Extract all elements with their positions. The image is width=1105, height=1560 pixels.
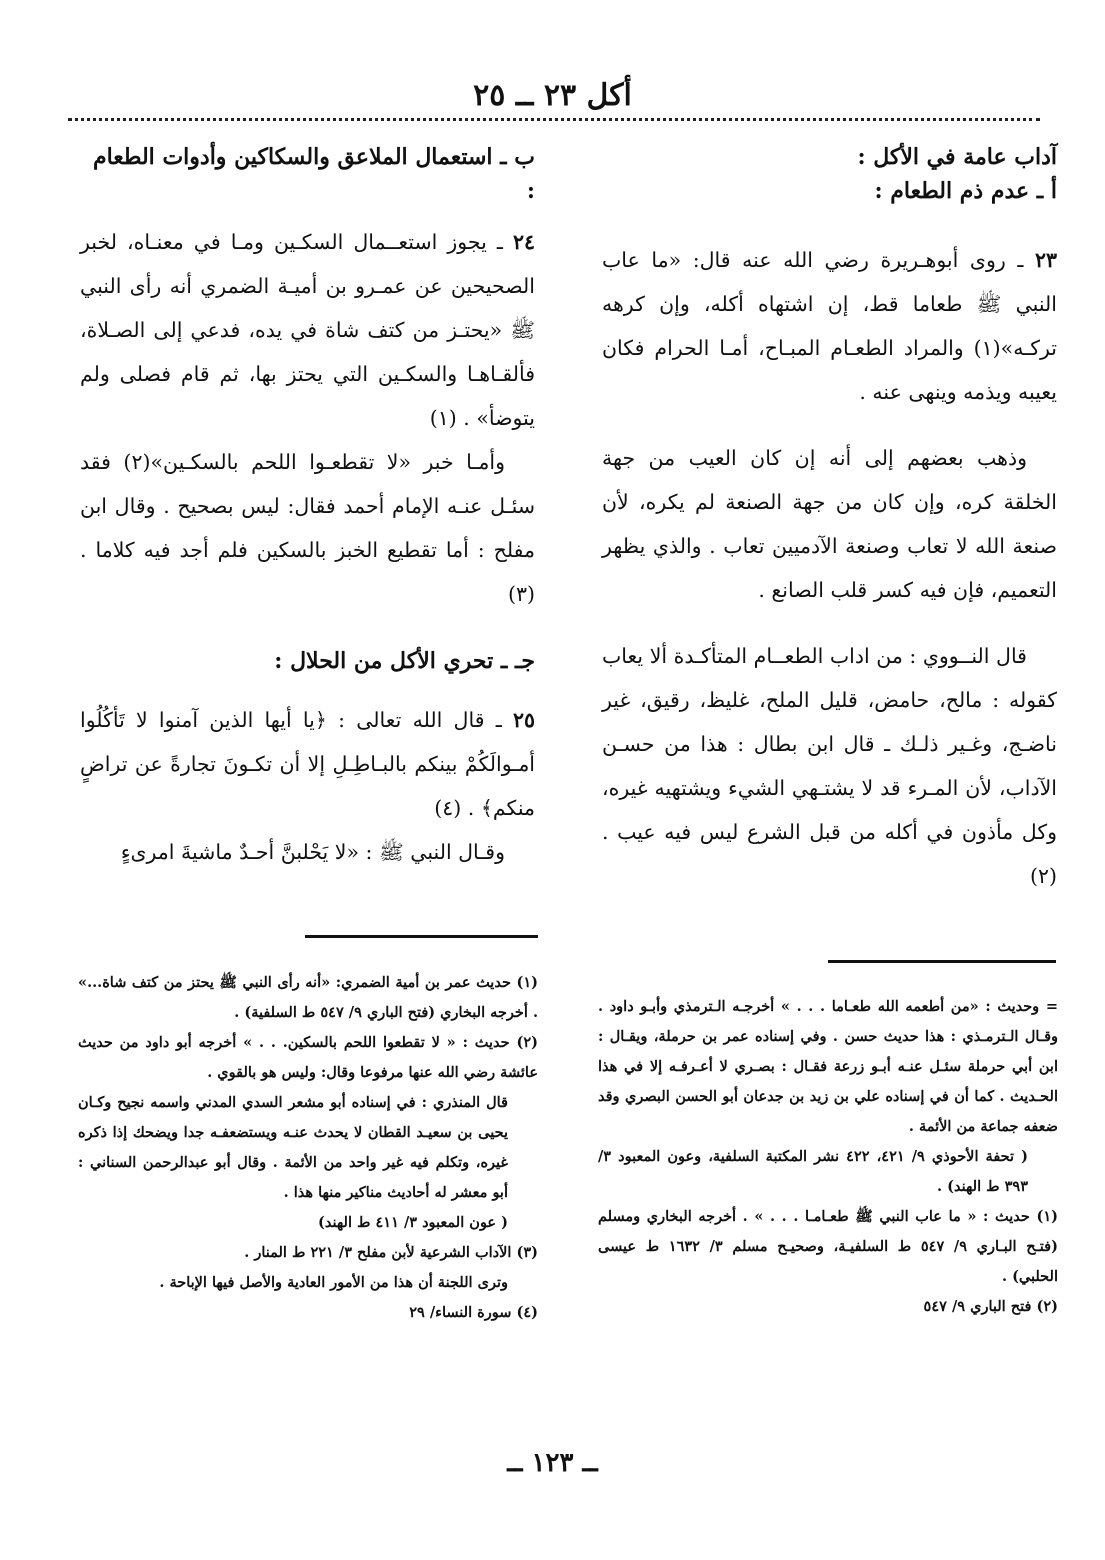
section-heading-a: أ ـ عدم ذم الطعام : [874,178,1057,204]
paragraph-khilqa: وذهب بعضهم إلى أنه إن كان العيب من جهة الخلقة كره، وإن كان من جهة الصنعة لم يكره، لأن صنعة الله لا تعاب وصنعة الآدميين تعاب . والذي يظهر التعميم، فإن فيه كسر قلب الصانع . [602,446,1057,602]
footnote-left-2: (٢) حديث : « لا تقطعوا اللحم بالسكين. . . » أخرجه أبو داود من حديث عائشة رضي الله عنها مرفوعا وقال: وليس هو بالقوي . [78,1034,538,1081]
footnote-rule-right [828,960,1056,963]
running-header: أكل ٢٣ ــ ٢٥ [473,78,632,113]
footnotes-left [78,968,538,1328]
paragraph-24-text: ـ يجوز استعــمال السكـين ومـا في معنـاه، لخبر الصحيحين عن عمـرو بن أميـة الضمري أنه رأى النبي ﷺ «يحتـز من كتف شاة في يده، فدعي إلى الصـلاة، فألقـاهـا والسكـين التي يحتز بها، ثم قام فصلى ولم يتوضأ» . (١) [80,230,535,430]
paragraph-number-24: ٢٤ [512,230,535,254]
footnote-left-2-cont: قال المنذري : في إسناده أبو مشعر السدي المدني واسمه نجيح وكـان يحيى بن سعيـد القطان لا يحدث عنـه ويستضعفـه جدا ويضحك إذا ذكره غيره، وتكلم فيه غير واحد من الأئمة . وقال أبو عبدالرحمن السناني : أبو معشر له أحاديث مناكير منها هذا . [78,1094,508,1201]
section-heading-c: جـ ـ تحري الأكل من الحلال : [274,648,535,674]
footnote-left-1: (١) حديث عمر بن أمية الضمري: «أنه رأى النبي ﷺ يحتز من كتف شاة...» . أخرجه البخاري (فتح الباري ٩/ ٥٤٧ ط السلفية) . [78,974,538,1021]
paragraph-khabar: وأمـا خبر «لا تقطعـوا اللحم بالسكـين»(٢) فقد سئـل عنـه الإمام أحمد فقال: ليس بصحيح . وقال ابن مفلح : أما تقطيع الخبز بالسكين فلم أجد فيه كلاما . (٣) [80,450,535,606]
footnote-right-2: (٢) فتح الباري ٩/ ٥٤٧ [923,1298,1058,1315]
footnote-right-1: (١) حديث : « ما عاب النبي ﷺ طعـامـا . . . » . أخرجه البخاري ومسلم (فتـح البـاري ٩/ ٥٤٧ ط السلفيـة، وصحيـح مسلم ٣/ ١٦٣٢ ط عيسى الحلبي) . [598,1208,1058,1285]
footnote-right-cont-ref: ( تحفة الأحوذي ٩/ ٤٢١، ٤٢٢ نشر المكتبة السلفية، وعون المعبود ٣/ ٣٩٣ ط الهند) . [598,1148,1028,1195]
left-column [80,140,535,874]
footnote-rule-left [305,935,538,938]
paragraph-25 [80,698,535,830]
footnote-left-3-cont: وترى اللجنة أن هذا من الأمور العادية والأصل فيها الإباحة . [159,1274,508,1291]
footnotes-right [598,992,1058,1322]
paragraph-number-23: ٢٣ [1034,248,1057,272]
paragraph-23 [602,238,1057,414]
paragraph-last: وقـال النبي ﷺ : «لا يَحْلبنَّ أحـدٌ ماشيةَ امرىءٍ [120,840,505,864]
paragraph-number-25: ٢٥ [512,708,535,732]
paragraph-23-text: ـ روى أبوهـريرة رضي الله عنه قال: «ما عاب النبي ﷺ طعاما قط، إن اشتهاه أكله، وإن كرهه تركـه»(١) والمراد الطعـام المبـاح، أمـا الحرام فكان يعيبه ويذمه وينهى عنه . [602,248,1057,404]
section-heading-general-etiquette: آداب عامة في الأكل : [857,144,1057,170]
footnote-left-4: (٤) سورة النساء/ ٢٩ [409,1304,538,1321]
header-dotted-rule [68,118,1040,121]
page-number: ــ ١٢٣ ــ [507,1448,598,1478]
footnote-left-2-ref: ( عون المعبود ٣/ ٤١١ ط الهند) [318,1214,508,1231]
footnote-left-3: (٣) الآداب الشرعية لأبن مفلح ٣/ ٢٢١ ط المنار . [244,1244,538,1261]
paragraph-25-text: ـ قال الله تعالى : ﴿يا أيها الذين آمنوا لا تَأكُلُوا أمـوالَكُمْ بينكم بالبـاطِـلِ إلا أن تكـونَ تجارةً عن تراضٍ منكم﴾ . (٤) [80,708,535,820]
section-heading-b: ب ـ استعمال الملاعق والسكاكين وأدوات الطعام : [92,144,535,204]
paragraph-nawawi: قال النــووي : من اداب الطعــام المتأكـدة ألا يعاب كقوله : مالح، حامض، قليل الملح، غليظ، رقيق، غير ناضـج، وغـير ذلـك ـ قال ابن بطال : هذا من حسـن الآداب، لأن المـرء قد لا يشتـهي الشيء ويشتهيه غيره، وكل مأذون في أكله من قبل الشرع ليس فيه عيب . (٢) [602,644,1057,888]
footnote-right-cont: = وحديث : «من أطعمه الله طعـاما . . . » أخرجـه الـترمذي وأبـو داود . وقـال الـترمـذي : هذا حديث حسن . وفي إسناده عمر بن حرملة، ويقـال : ابن أبي حرملة سئـل عنـه أبـو زرعة فقـال : بصـري لا أعـرفـه إلا في هذا الحـديث . كما أن في إسناده علي بن زيد بن جدعان أبو الحسن البصري وقد ضعفه جماعة من الأئمة . [598,998,1058,1135]
paragraph-24 [80,220,535,440]
right-column [602,140,1057,898]
